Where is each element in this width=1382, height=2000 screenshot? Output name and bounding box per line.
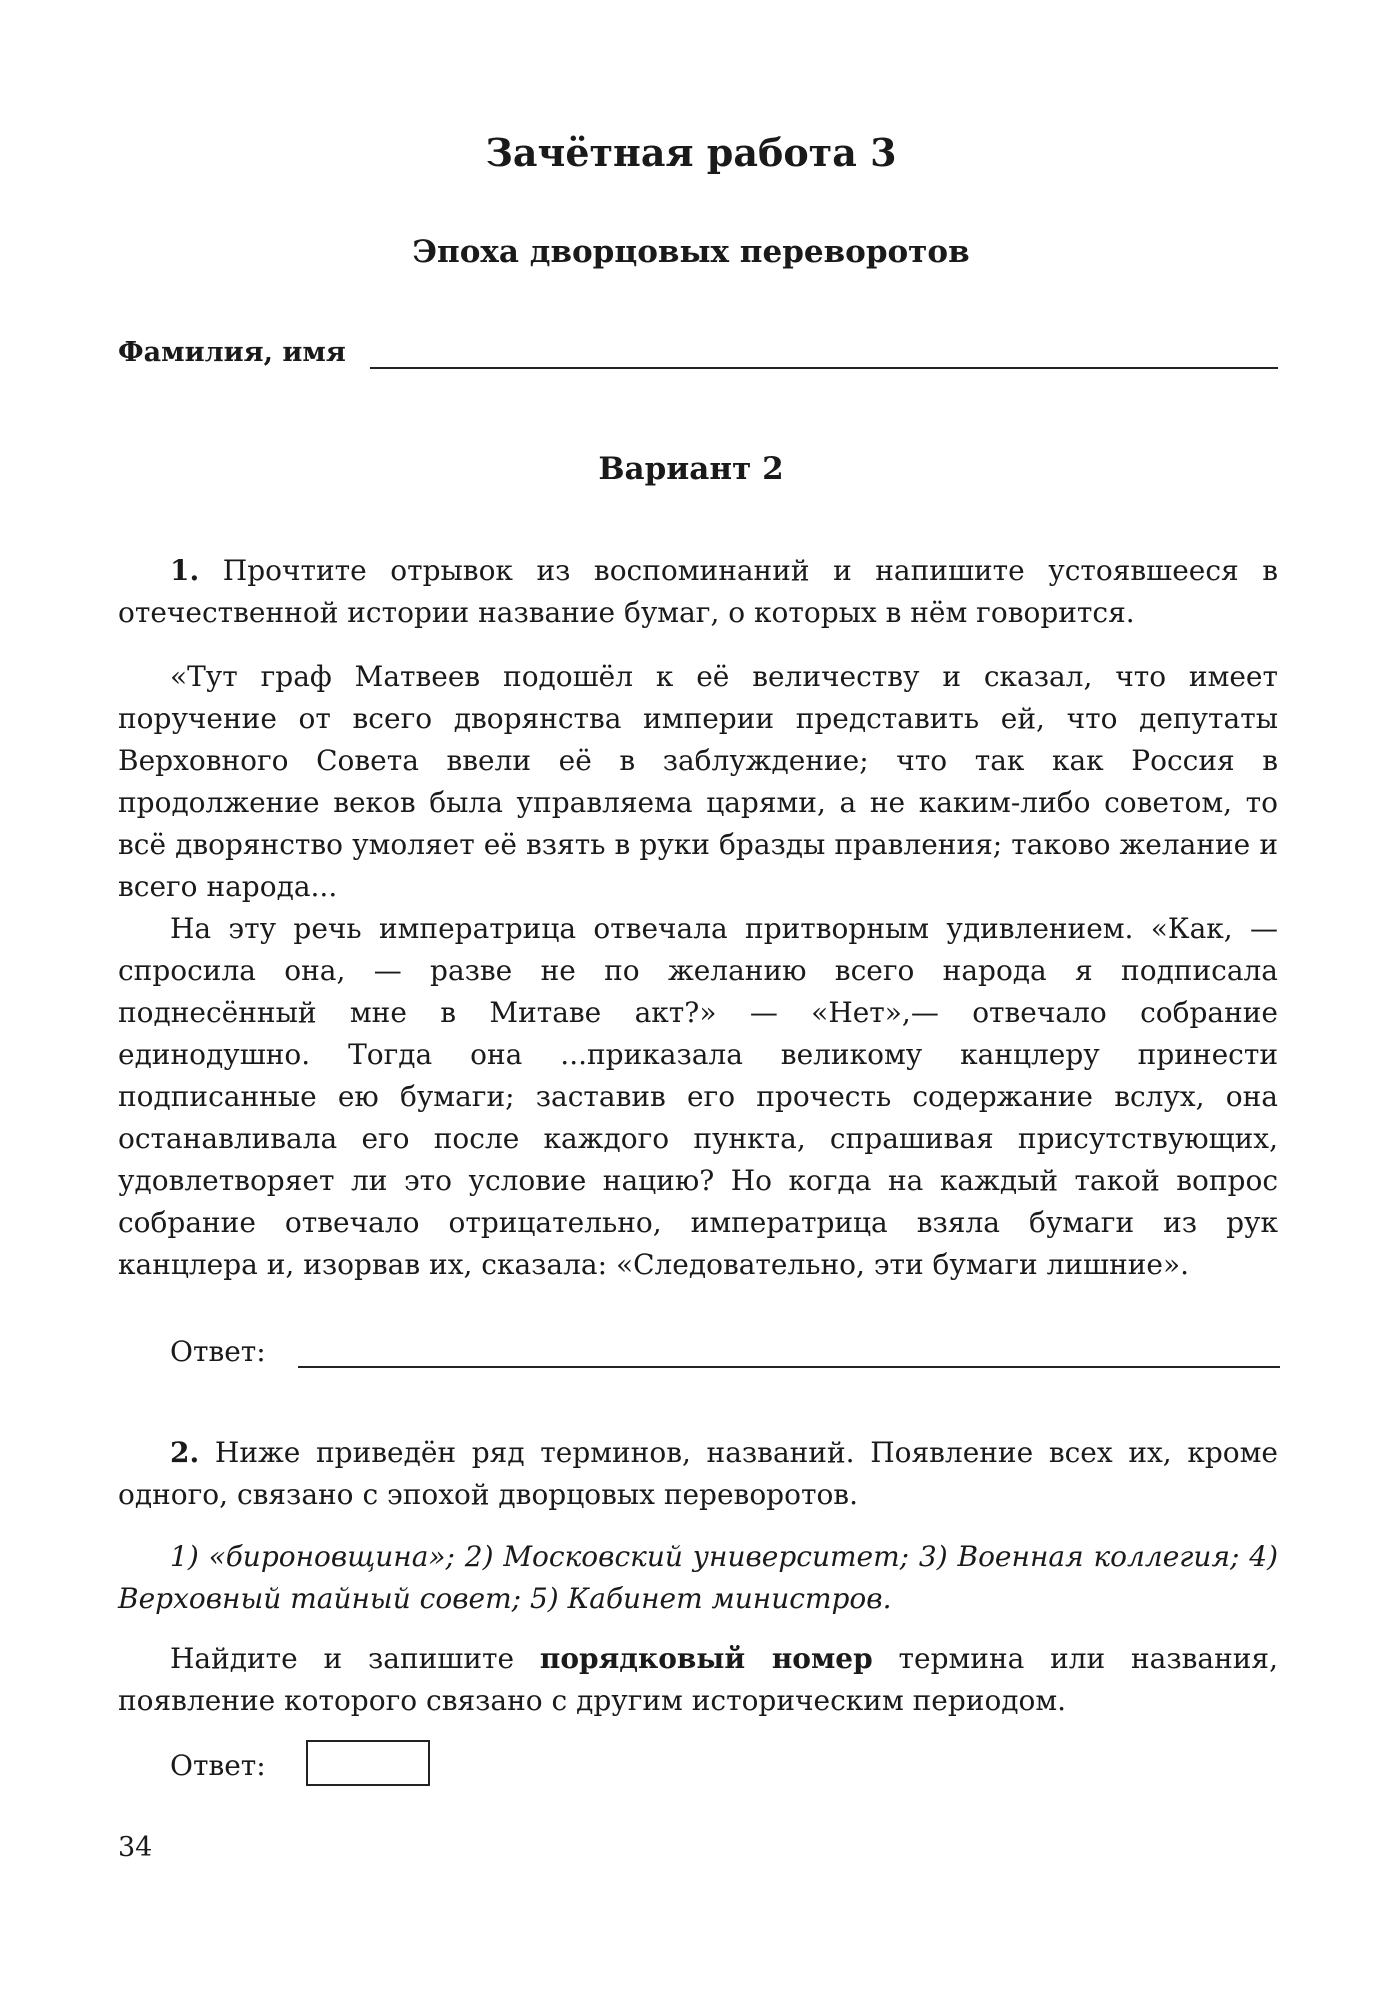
page-title: Зачётная работа 3 xyxy=(485,130,897,175)
task1-quote-paragraph-1: «Тут граф Матвеев подошёл к её величеству и сказал, что имеет поручение от всего дворянства империи представить ей, что депутаты Верховного Совета ввели её в заблуждение; что так как Россия в продолжение веков была управляема царями, а не каким-либо советом, то всё дворянство умоляет её взять в руки бразды правления; таково желание и всего народа... xyxy=(118,660,1278,903)
name-input-line[interactable] xyxy=(370,367,1278,369)
task2-instruction-start: Найдите и запишите xyxy=(170,1642,515,1675)
task1-question-text: Прочтите отрывок из воспоминаний и напишите устоявшееся в отечественной истории название бумаг, о которых в нём говорится. xyxy=(118,554,1278,629)
task1-answer-line[interactable] xyxy=(298,1366,1280,1368)
task2-answer-row xyxy=(170,1746,1280,1788)
task2-instruction-end: термина или названия, появление которого связано с другим историческим периодом. xyxy=(118,1642,1278,1717)
task1-answer-label: Ответ: xyxy=(170,1335,266,1368)
task1-number: 1. xyxy=(170,554,200,587)
task2-question-text: Ниже приведён ряд терминов, названий. Появление всех их, кроме одного, связано с эпохой дворцовых переворотов. xyxy=(118,1436,1278,1511)
task1-question xyxy=(118,550,1278,634)
task2-question xyxy=(118,1432,1278,1516)
task2-instruction-bold: порядковый номер xyxy=(539,1642,873,1675)
task1-answer-row xyxy=(170,1332,1280,1374)
task2-number: 2. xyxy=(170,1436,200,1469)
student-name-row xyxy=(118,333,1278,375)
task2-answer-box[interactable] xyxy=(306,1740,430,1786)
task2-answer-label: Ответ: xyxy=(170,1749,266,1782)
name-label: Фамилия, имя xyxy=(118,337,346,368)
task2-terms: 1) «бироновщина»; 2) Московский университет; 3) Военная коллегия; 4) Верховный тайный совет; 5) Кабинет министров. xyxy=(118,1540,1278,1615)
variant-heading: Вариант 2 xyxy=(598,451,784,487)
task2-instruction xyxy=(118,1638,1278,1722)
task1-quote-paragraph-2: На эту речь императрица отвечала притворным удивлением. «Как, — спросила она, — разве не по желанию всего народа я подписала поднесённый мне в Митаве акт?» — «Нет»,— отвечало собрание единодушно. Тогда она ...приказала великому канцлеру принести подписанные ею бумаги; заставив его прочесть содержание вслух, она останавливала его после каждого пункта, спрашивая присутствующих, удовлетворяет ли это условие нацию? Но когда на каждый такой вопрос собрание отвечало отрицательно, императрица взяла бумаги из рук канцлера и, изорвав их, сказала: «Следовательно, эти бумаги лишние». xyxy=(118,912,1278,1281)
page-number: 34 xyxy=(118,1832,153,1863)
page-subtitle: Эпоха дворцовых переворотов xyxy=(412,234,970,270)
